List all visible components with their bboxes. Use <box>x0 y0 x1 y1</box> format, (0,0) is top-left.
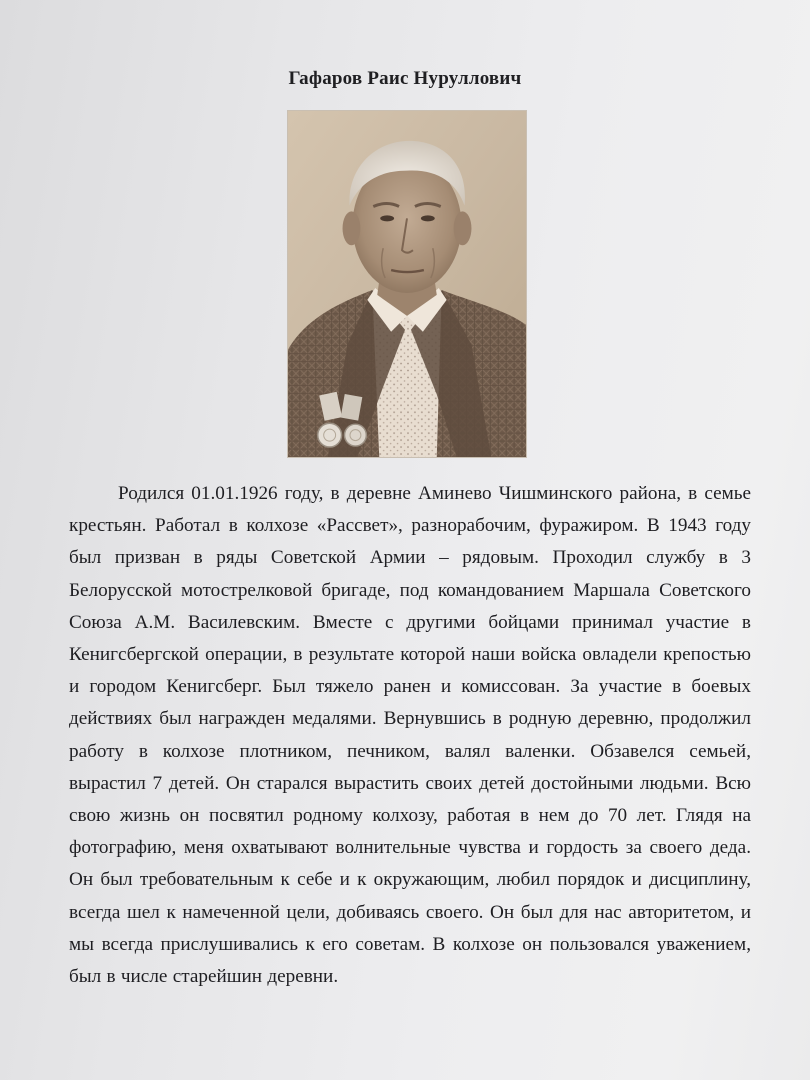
portrait-image <box>288 111 526 457</box>
biography-text: Родился 01.01.1926 году, в деревне Аминево Чишминского района, в семье крестьян. Работал в колхозе «Рассвет», разнорабочим, фуражиром. В 1943 году был призван в ряды Советской Армии – рядовым. Проходил службу в 3 Белорусской мотострелковой бригаде, под командованием Маршала Советского Союза А.М. Василевским. Вместе с другими бойцами принимал участие в Кенигсбергской операции, в результате которой наши войска овладели крепостью и городом Кенигсберг. Был тяжело ранен и комиссован. За участие в боевых действиях был награжден медалями. Вернувшись в родную деревню, продолжил работу в колхозе плотником, печником, валял валенки. Обзавелся семьей, вырастил 7 детей. Он старался вырастить своих детей достойными людьми. Всю свою жизнь он посвятил родному колхозу, работая в нем до 70 лет. Глядя на фотографию, меня охватывают волнительные чувства и гордость за своего деда. Он был требовательным к себе и к окружающим, любил порядок и дисциплину, всегда шел к намеченной цели, добиваясь своего. Он был для нас авторитетом, и мы всегда прислушивались к его советам. В колхозе он пользовался уважением, был в числе старейшин деревни. <box>69 483 751 988</box>
page-title: Гафаров Раис Нуруллович <box>288 68 522 89</box>
portrait-photo <box>287 110 527 458</box>
